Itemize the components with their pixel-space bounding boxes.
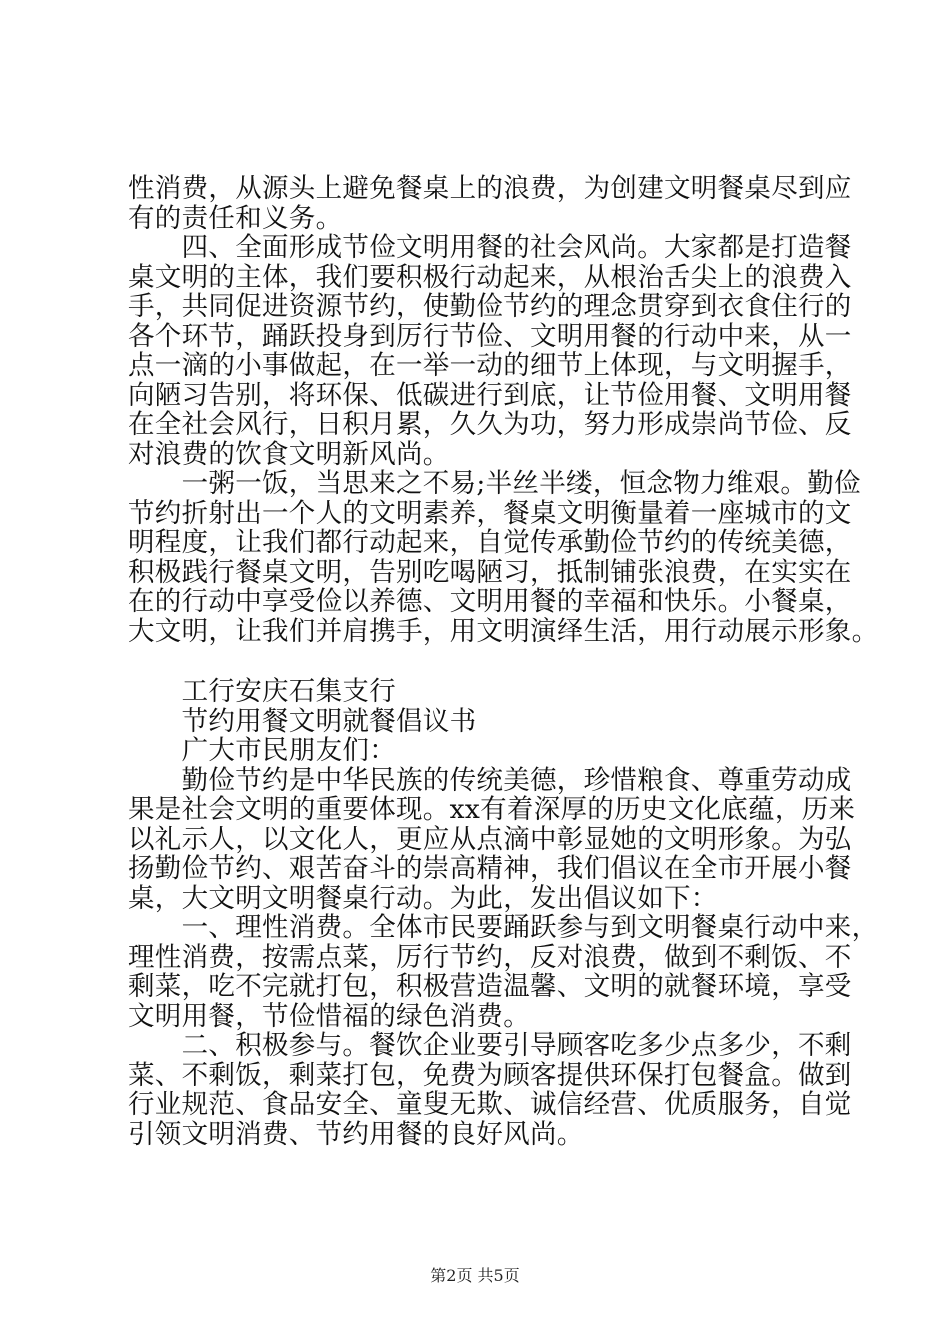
- text-line: 引领文明消费、节约用餐的良好风尚。: [128, 1118, 584, 1150]
- text-line: 明程度，让我们都行动起来，自觉传承勤俭节约的传统美德，: [128, 527, 852, 558]
- proposal-title: 节约用餐文明就餐倡议书: [128, 705, 477, 737]
- text-line: 大文明，让我们并肩携手，用文明演绎生活，用行动展示形象。: [128, 615, 879, 647]
- text-line: 文明用餐，节俭惜福的绿色消费。: [128, 1000, 530, 1032]
- text-line: 扬勤俭节约、艰苦奋斗的崇高精神，我们倡议在全市开展小餐: [128, 853, 852, 884]
- text-line: 对浪费的饮食文明新风尚。: [128, 438, 450, 470]
- text-line: 果是社会文明的重要体现。xx有着深厚的历史文化底蕴，历来: [128, 794, 856, 825]
- text-line: 有的责任和义务。: [128, 202, 343, 234]
- text-line: 积极践行餐桌文明，告别吃喝陋习，抵制铺张浪费，在实实在: [128, 556, 852, 588]
- text-line: 向陋习告别，将环保、低碳进行到底，让节俭用餐、文明用餐: [128, 379, 852, 411]
- document-body: [128, 173, 879, 1150]
- text-line: 一、理性消费。全体市民要踊跃参与到文明餐桌行动中来，: [128, 912, 879, 943]
- text-line: 一粥一饭，当思来之不易;半丝半缕，恒念物力维艰。勤俭: [128, 468, 861, 499]
- page-number-footer: 第2页 共5页: [430, 1266, 520, 1285]
- text-line: 节约折射出一个人的文明素养，餐桌文明衡量着一座城市的文: [128, 497, 852, 529]
- blank-line: [128, 646, 838, 677]
- text-line: 理性消费，按需点菜，厉行节约，反对浪费，做到不剩饭、不: [128, 941, 852, 973]
- text-line: 行业规范、食品安全、童叟无欺、诚信经营、优质服务，自觉: [128, 1089, 852, 1120]
- text-line: 剩菜，吃不完就打包，积极营造温馨、文明的就餐环境，享受: [128, 971, 852, 1002]
- text-line: 手，共同促进资源节约，使勤俭节约的理念贯穿到衣食住行的: [128, 291, 852, 322]
- text-line: 菜、不剩饭，剩菜打包，免费为顾客提供环保打包餐盒。做到: [128, 1059, 852, 1091]
- text-line: 桌，大文明文明餐桌行动。为此，发出倡议如下：: [128, 882, 718, 914]
- text-line: 在的行动中享受俭以养德、文明用餐的幸福和快乐。小餐桌，: [128, 586, 852, 617]
- text-line: 四、全面形成节俭文明用餐的社会风尚。大家都是打造餐: [128, 232, 852, 263]
- text-line: 性消费，从源头上避免餐桌上的浪费，为创建文明餐桌尽到应: [128, 173, 852, 204]
- text-line: 二、积极参与。餐饮企业要引导顾客吃多少点多少，不剩: [128, 1030, 852, 1061]
- text-line: 点一滴的小事做起，在一举一动的细节上体现，与文明握手，: [128, 350, 852, 381]
- salutation: 广大市民朋友们：: [128, 735, 396, 766]
- bank-branch-name: 工行安庆石集支行: [128, 676, 396, 707]
- text-line: 勤俭节约是中华民族的传统美德，珍惜粮食、尊重劳动成: [128, 764, 852, 796]
- text-line: 各个环节，踊跃投身到厉行节俭、文明用餐的行动中来，从一: [128, 320, 852, 352]
- text-line: 在全社会风行，日积月累，久久为功，努力形成崇尚节俭、反: [128, 409, 852, 440]
- text-line: 桌文明的主体，我们要积极行动起来，从根治舌尖上的浪费入: [128, 261, 852, 293]
- text-line: 以礼示人，以文化人，更应从点滴中彰显她的文明形象。为弘: [128, 823, 852, 855]
